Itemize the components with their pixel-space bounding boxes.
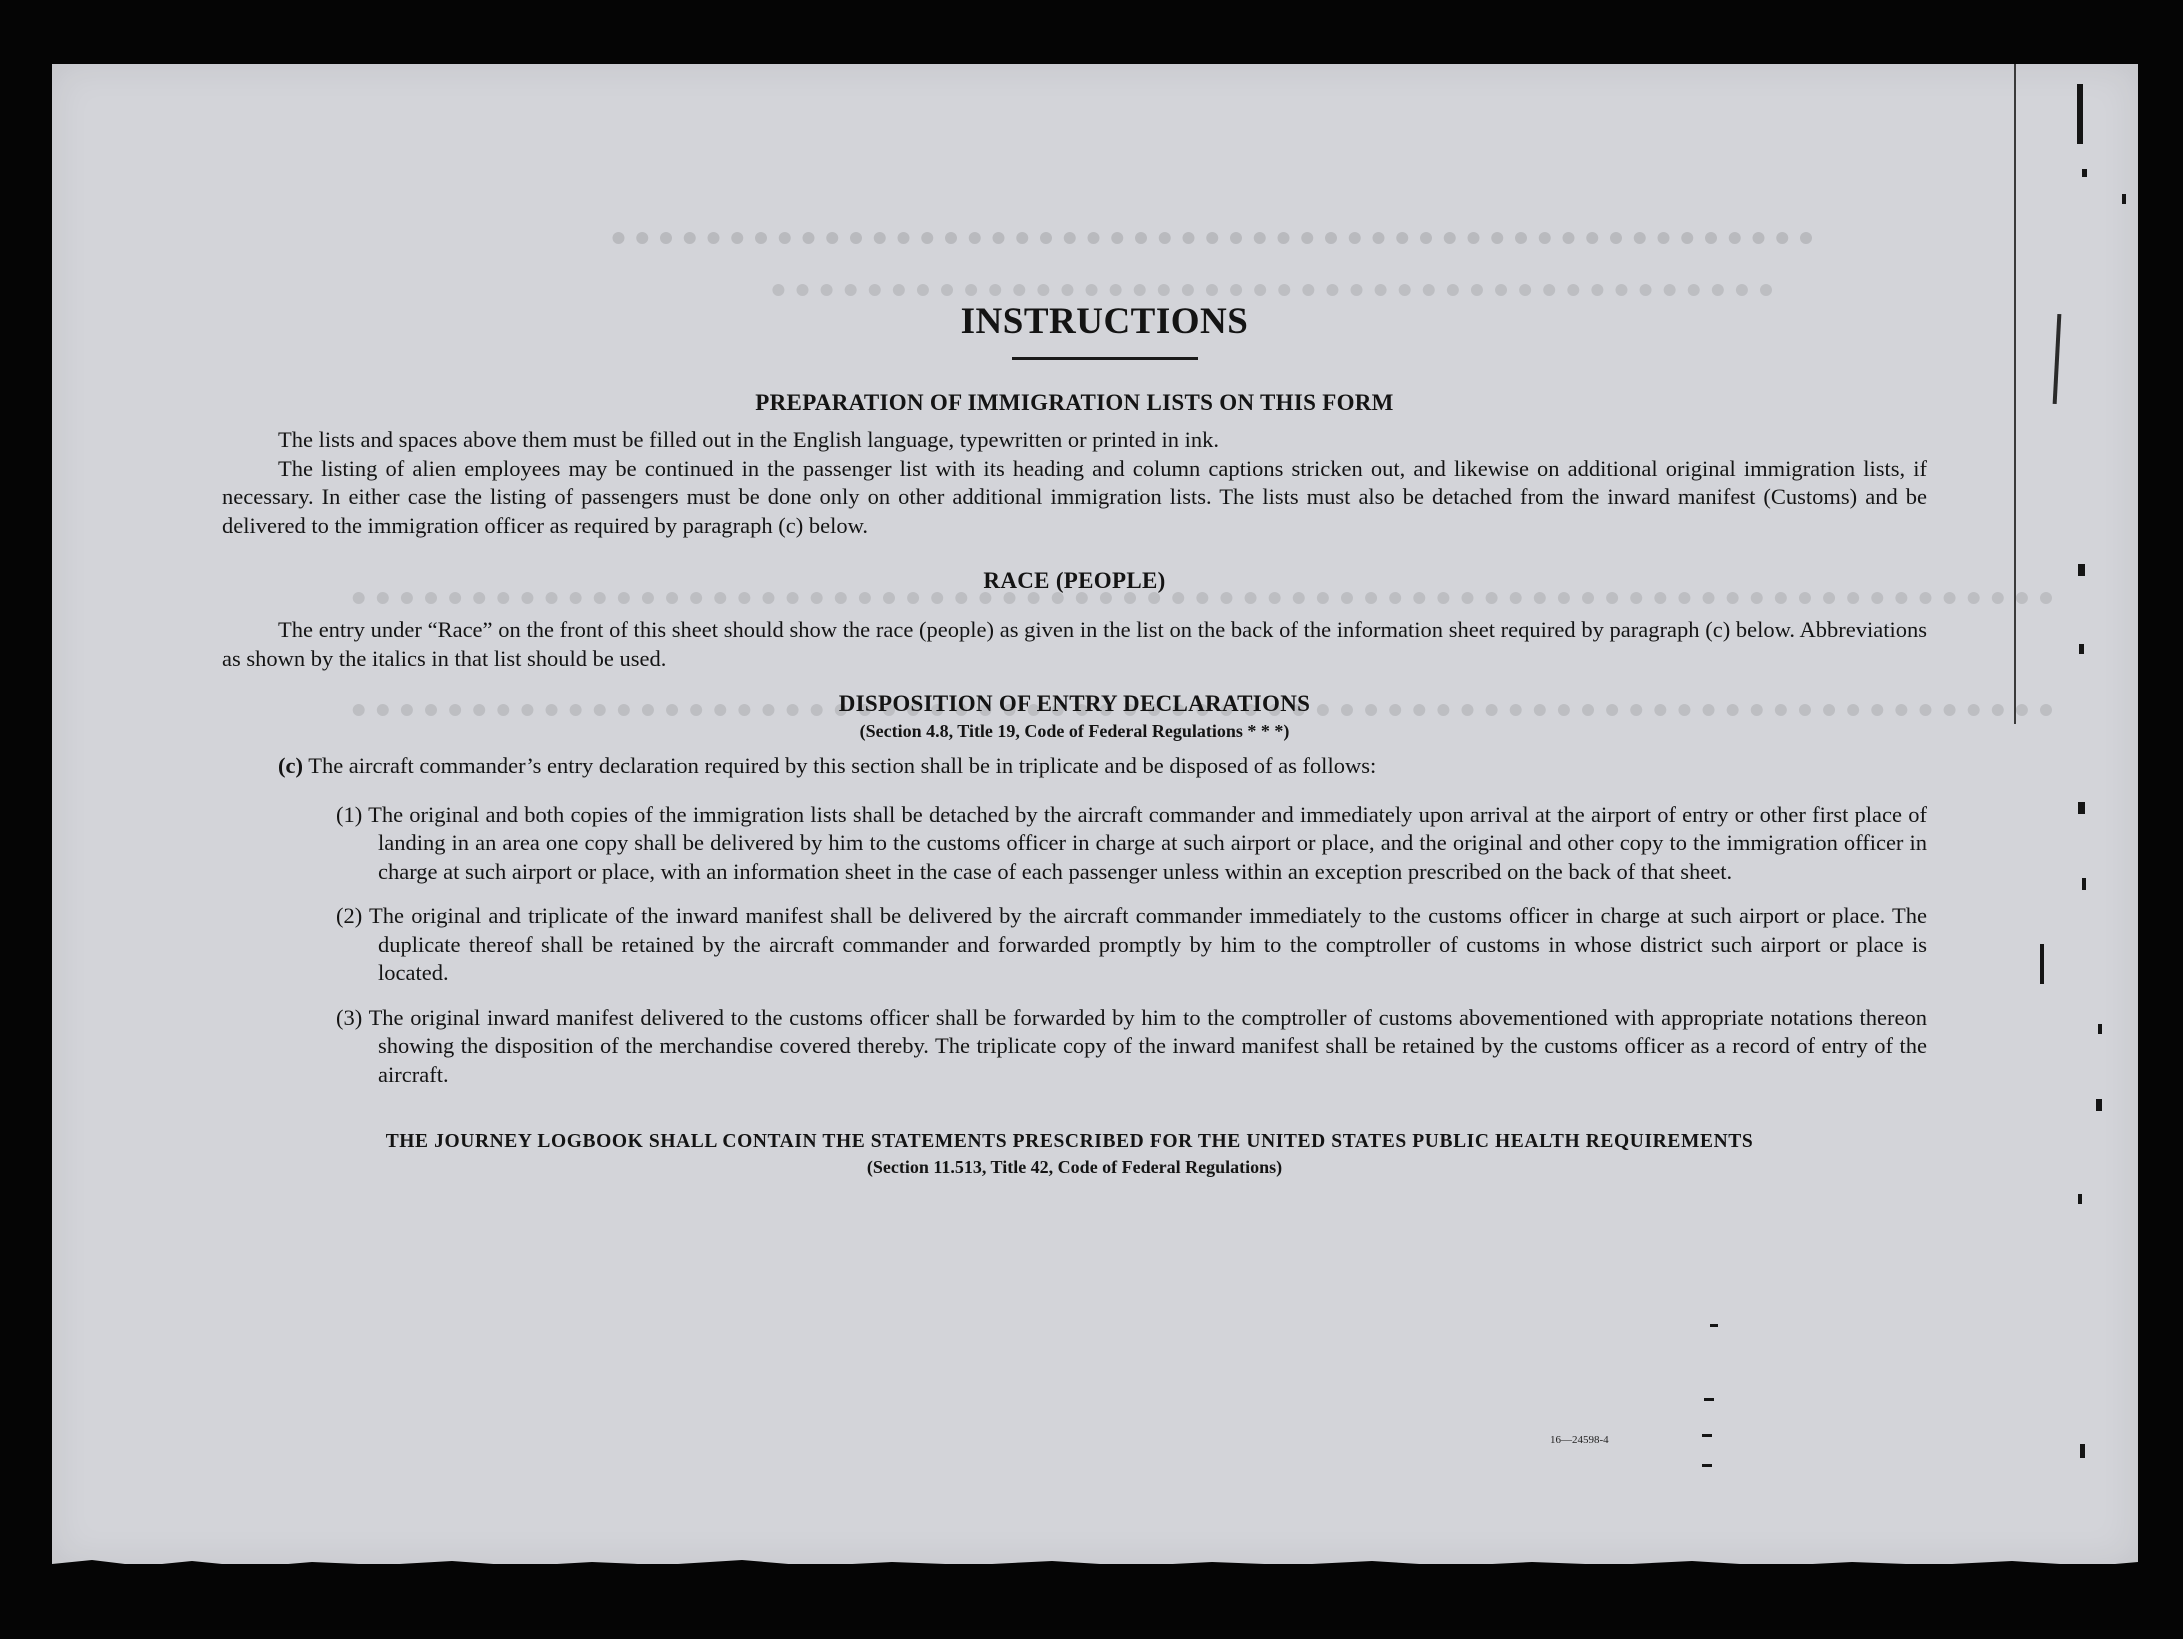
margin-mark [2040, 944, 2044, 984]
margin-mark [2078, 1194, 2082, 1204]
margin-mark [2122, 194, 2126, 204]
paragraph: The entry under “Race” on the front of this sheet should show the race (people) as given in the list on the back of the information sheet required by paragraph (c) below. Abbreviations as shown by the italics in that list should be used. [222, 617, 1927, 671]
section-heading-preparation: PREPARATION OF IMMIGRATION LISTS ON THIS FORM [755, 390, 1394, 415]
torn-bottom-edge [52, 1550, 2138, 1578]
paragraph-label: (c) [278, 753, 303, 778]
margin-mark [2080, 1444, 2085, 1458]
margin-line [2014, 64, 2016, 724]
list-item-number: (1) [336, 801, 363, 827]
list-item-text: The original and triplicate of the inward manifest shall be delivered by the aircraft commander immediately to the customs officer in charge at such airport or place. The duplicate thereof shall be retained by the aircraft commander and forwarded promptly by him to the comptroller of customs in whose district such airport or place is located. [369, 903, 1928, 985]
list-item-text: The original inward manifest delivered to the customs officer shall be forwarded by him to the comptroller of customs abovementioned with appropriate notations thereon showing the disposition of the merchandise covered thereby. The triplicate copy of the inward manifest shall be retained by the customs officer as a record of entry of the aircraft. [368, 1004, 1928, 1087]
margin-mark [1710, 1324, 1718, 1327]
title-underline [1012, 357, 1198, 360]
margin-mark [2082, 169, 2087, 177]
list-item-number: (2) [336, 903, 363, 928]
bleed-through-text [612, 232, 1812, 282]
section-citation: (Section 4.8, Title 19, Code of Federal Regulations * * *) [859, 721, 1290, 741]
paragraph-c [222, 752, 1927, 781]
section-heading-race: RACE (PEOPLE) [983, 568, 1166, 593]
document-title: INSTRUCTIONS [960, 301, 1249, 342]
margin-mark [2053, 314, 2062, 404]
margin-mark [2078, 564, 2085, 576]
margin-mark [2079, 644, 2084, 654]
paragraph: The lists and spaces above them must be filled out in the English language, typewritten or printed in ink. [278, 427, 1220, 452]
list-item [222, 801, 1927, 887]
margin-mark [2096, 1099, 2102, 1111]
margin-mark [2078, 802, 2085, 814]
list-item-number: (3) [336, 1004, 363, 1030]
margin-mark [1702, 1464, 1712, 1467]
paragraph: The listing of alien employees may be continued in the passenger list with its heading and column captions stricken out, and likewise on additional original immigration lists, if necessary. In either case the listing of passengers must be done only on other additional immigration lists. The lists must also be detached from the inward manifest (Customs) and be delivered to the immigration officer as required by paragraph (c) below. [222, 455, 1927, 538]
health-statement: THE JOURNEY LOGBOOK SHALL CONTAIN THE STATEMENTS PRESCRIBED FOR THE UNITED STATES PUBLIC HEALTH REQUIREMENTS [385, 1131, 1754, 1152]
section-heading-disposition: DISPOSITION OF ENTRY DECLARATIONS [838, 691, 1311, 716]
instructions-content [222, 300, 1927, 1178]
margin-mark [1702, 1434, 1712, 1437]
margin-mark [1704, 1398, 1714, 1401]
margin-mark [2098, 1024, 2102, 1034]
form-number: 16—24598-4 [1550, 1434, 1609, 1446]
paragraph-text: The aircraft commander’s entry declaration required by this section shall be in triplicate and be disposed of as follows: [308, 753, 1377, 778]
list-item-text: The original and both copies of the immigration lists shall be detached by the aircraft commander and immediately upon arrival at the airport of entry or other first place of landing in an area one copy shall be delivered by him to the customs officer in charge at such airport or place, and the original and other copy to the immigration officer in charge at such airport or place, with an information sheet in the case of each passenger unless within an exception prescribed on the back of that sheet. [368, 801, 1927, 884]
list-item [222, 902, 1927, 988]
margin-mark [2082, 878, 2086, 890]
list-item [222, 1004, 1927, 1090]
health-citation: (Section 11.513, Title 42, Code of Federal Regulations) [866, 1157, 1283, 1177]
margin-mark [2077, 84, 2083, 144]
